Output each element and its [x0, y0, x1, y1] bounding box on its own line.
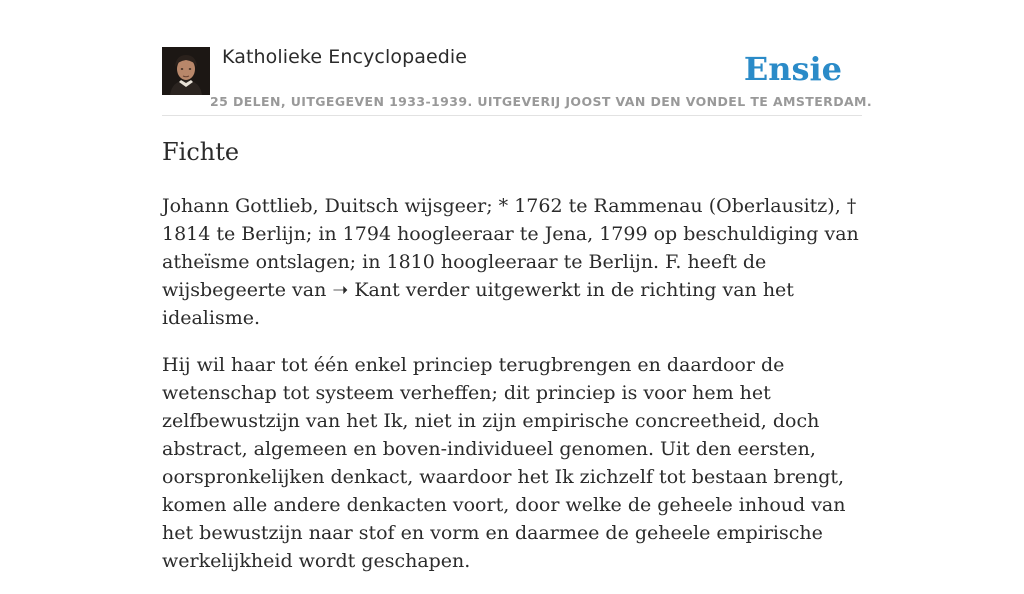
portrait-avatar-icon[interactable] — [162, 47, 210, 95]
publication-subtitle: 25 DELEN, UITGEGEVEN 1933-1939. UITGEVERIJ JOOST VAN DEN VONDEL TE AMSTERDAM. — [210, 94, 873, 109]
article-title: Fichte — [162, 138, 240, 166]
publication-header — [162, 44, 873, 116]
article-paragraph: Johann Gottlieb, Duitsch wijsgeer; * 1762 te Rammenau (Oberlausitz), † 1814 te Berlijn; in 1794 hoogleeraar te Jena, 1799 op beschuldiging van atheïsme ontslagen; in 1810 hoogleeraar te Berlijn. F. heeft de wijsbegeerte van ➝ Kant verder uitgewerkt in de richting van het idealisme. — [162, 195, 859, 329]
article-paragraph: Hij wil haar tot één enkel princiep terugbrengen en daardoor de wetenschap tot systeem verheffen; dit princiep is voor hem het zelfbewustzijn van het Ik, niet in zijn empirische concreetheid, doch abstract, algemeen en boven-individueel genomen. Uit den eersten, oorspronkelijken denkact, waardoor het Ik zichzelf tot bestaan brengt, komen alle andere denkacten voort, door welke de geheele inhoud van het bewustzijn naar stof en vorm en daarmee de geheele empirische werkelijkheid wordt geschapen. — [162, 354, 846, 572]
publication-title[interactable]: Katholieke Encyclopaedie — [222, 46, 468, 68]
article-body — [162, 192, 862, 594]
ensie-logo-link[interactable]: Ensie — [743, 50, 842, 88]
